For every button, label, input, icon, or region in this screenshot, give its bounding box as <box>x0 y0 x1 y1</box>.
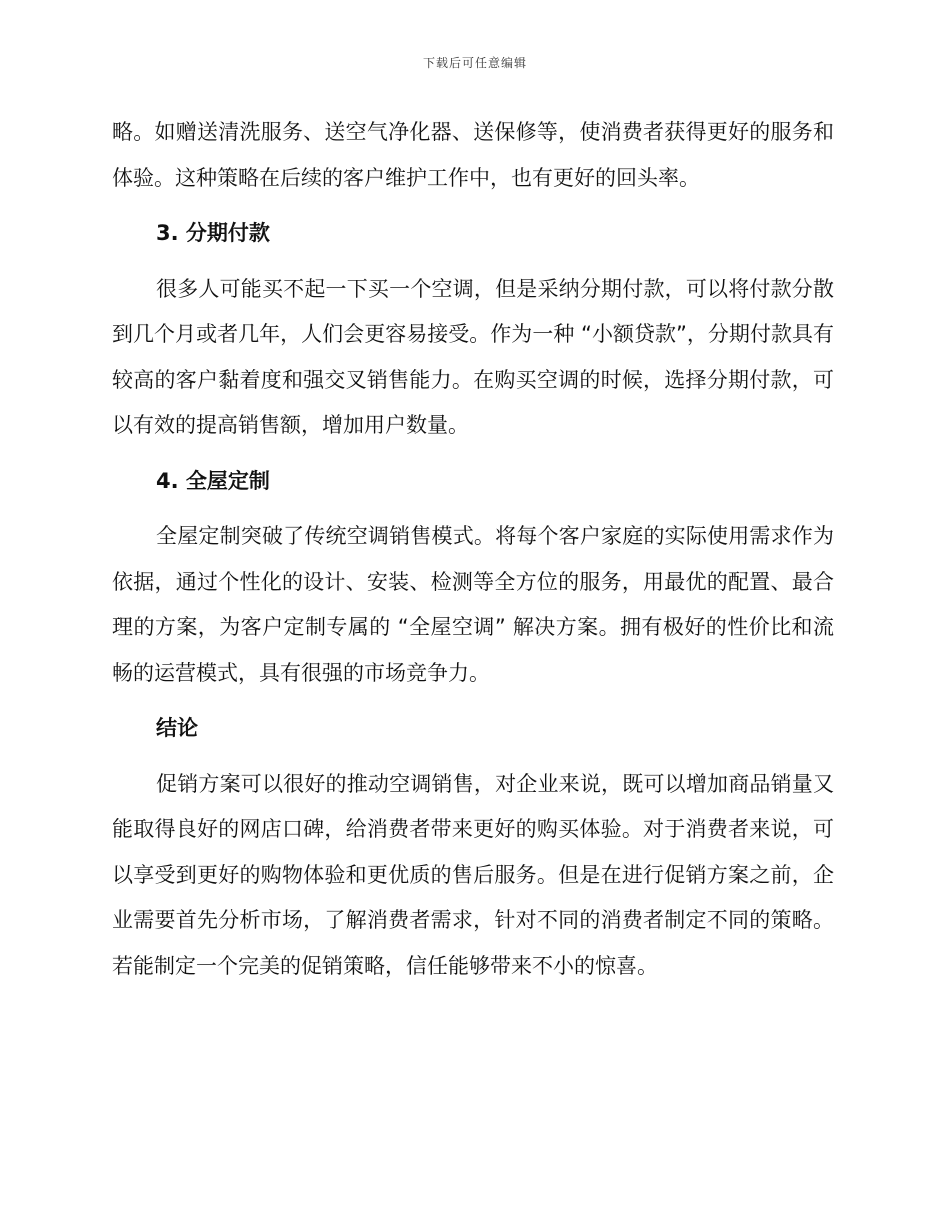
document-body <box>112 110 834 989</box>
spacer <box>112 504 834 514</box>
heading-installment: 3. 分期付款 <box>156 221 270 245</box>
heading-conclusion: 结论 <box>156 716 198 740</box>
spacer <box>112 696 834 706</box>
paragraph-installment: 很多人可能买不起一下买一个空调，但是采纳分期付款，可以将付款分散到几个月或者几年，人们会更容易接受。作为一种 “小额贷款”，分期付款具有较高的客户黏着度和强交叉销售能力。在购买空调的时候，选择分期付款，可以有效的提高销售额，增加用户数量。 <box>112 276 834 437</box>
spacer <box>112 449 834 459</box>
spacer <box>112 257 834 267</box>
spacer <box>112 752 834 762</box>
paragraph-whole-house: 全屋定制突破了传统空调销售模式。将每个客户家庭的实际使用需求作为依据，通过个性化的设计、安装、检测等全方位的服务，用最优的配置、最合理的方案，为客户定制专属的 “全屋空调” 解决方案。拥有极好的性价比和流畅的运营模式，具有很强的市场竞争力。 <box>112 524 834 685</box>
header-note: 下载后可任意编辑 <box>422 56 527 70</box>
paragraph-intro: 略。如赠送清洗服务、送空气净化器、送保修等，使消费者获得更好的服务和体验。这种策略在后续的客户维护工作中，也有更好的回头率。 <box>112 120 834 190</box>
spacer <box>112 201 834 211</box>
paragraph-conclusion: 促销方案可以很好的推动空调销售，对企业来说，既可以增加商品销量又能取得良好的网店口碑，给消费者带来更好的购买体验。对于消费者来说，可以享受到更好的购物体验和更优质的售后服务。但是在进行促销方案之前，企业需要首先分析市场，了解消费者需求，针对不同的消费者制定不同的策略。若能制定一个完美的促销策略，信任能够带来不小的惊喜。 <box>112 771 834 978</box>
heading-whole-house: 4. 全屋定制 <box>156 468 270 493</box>
